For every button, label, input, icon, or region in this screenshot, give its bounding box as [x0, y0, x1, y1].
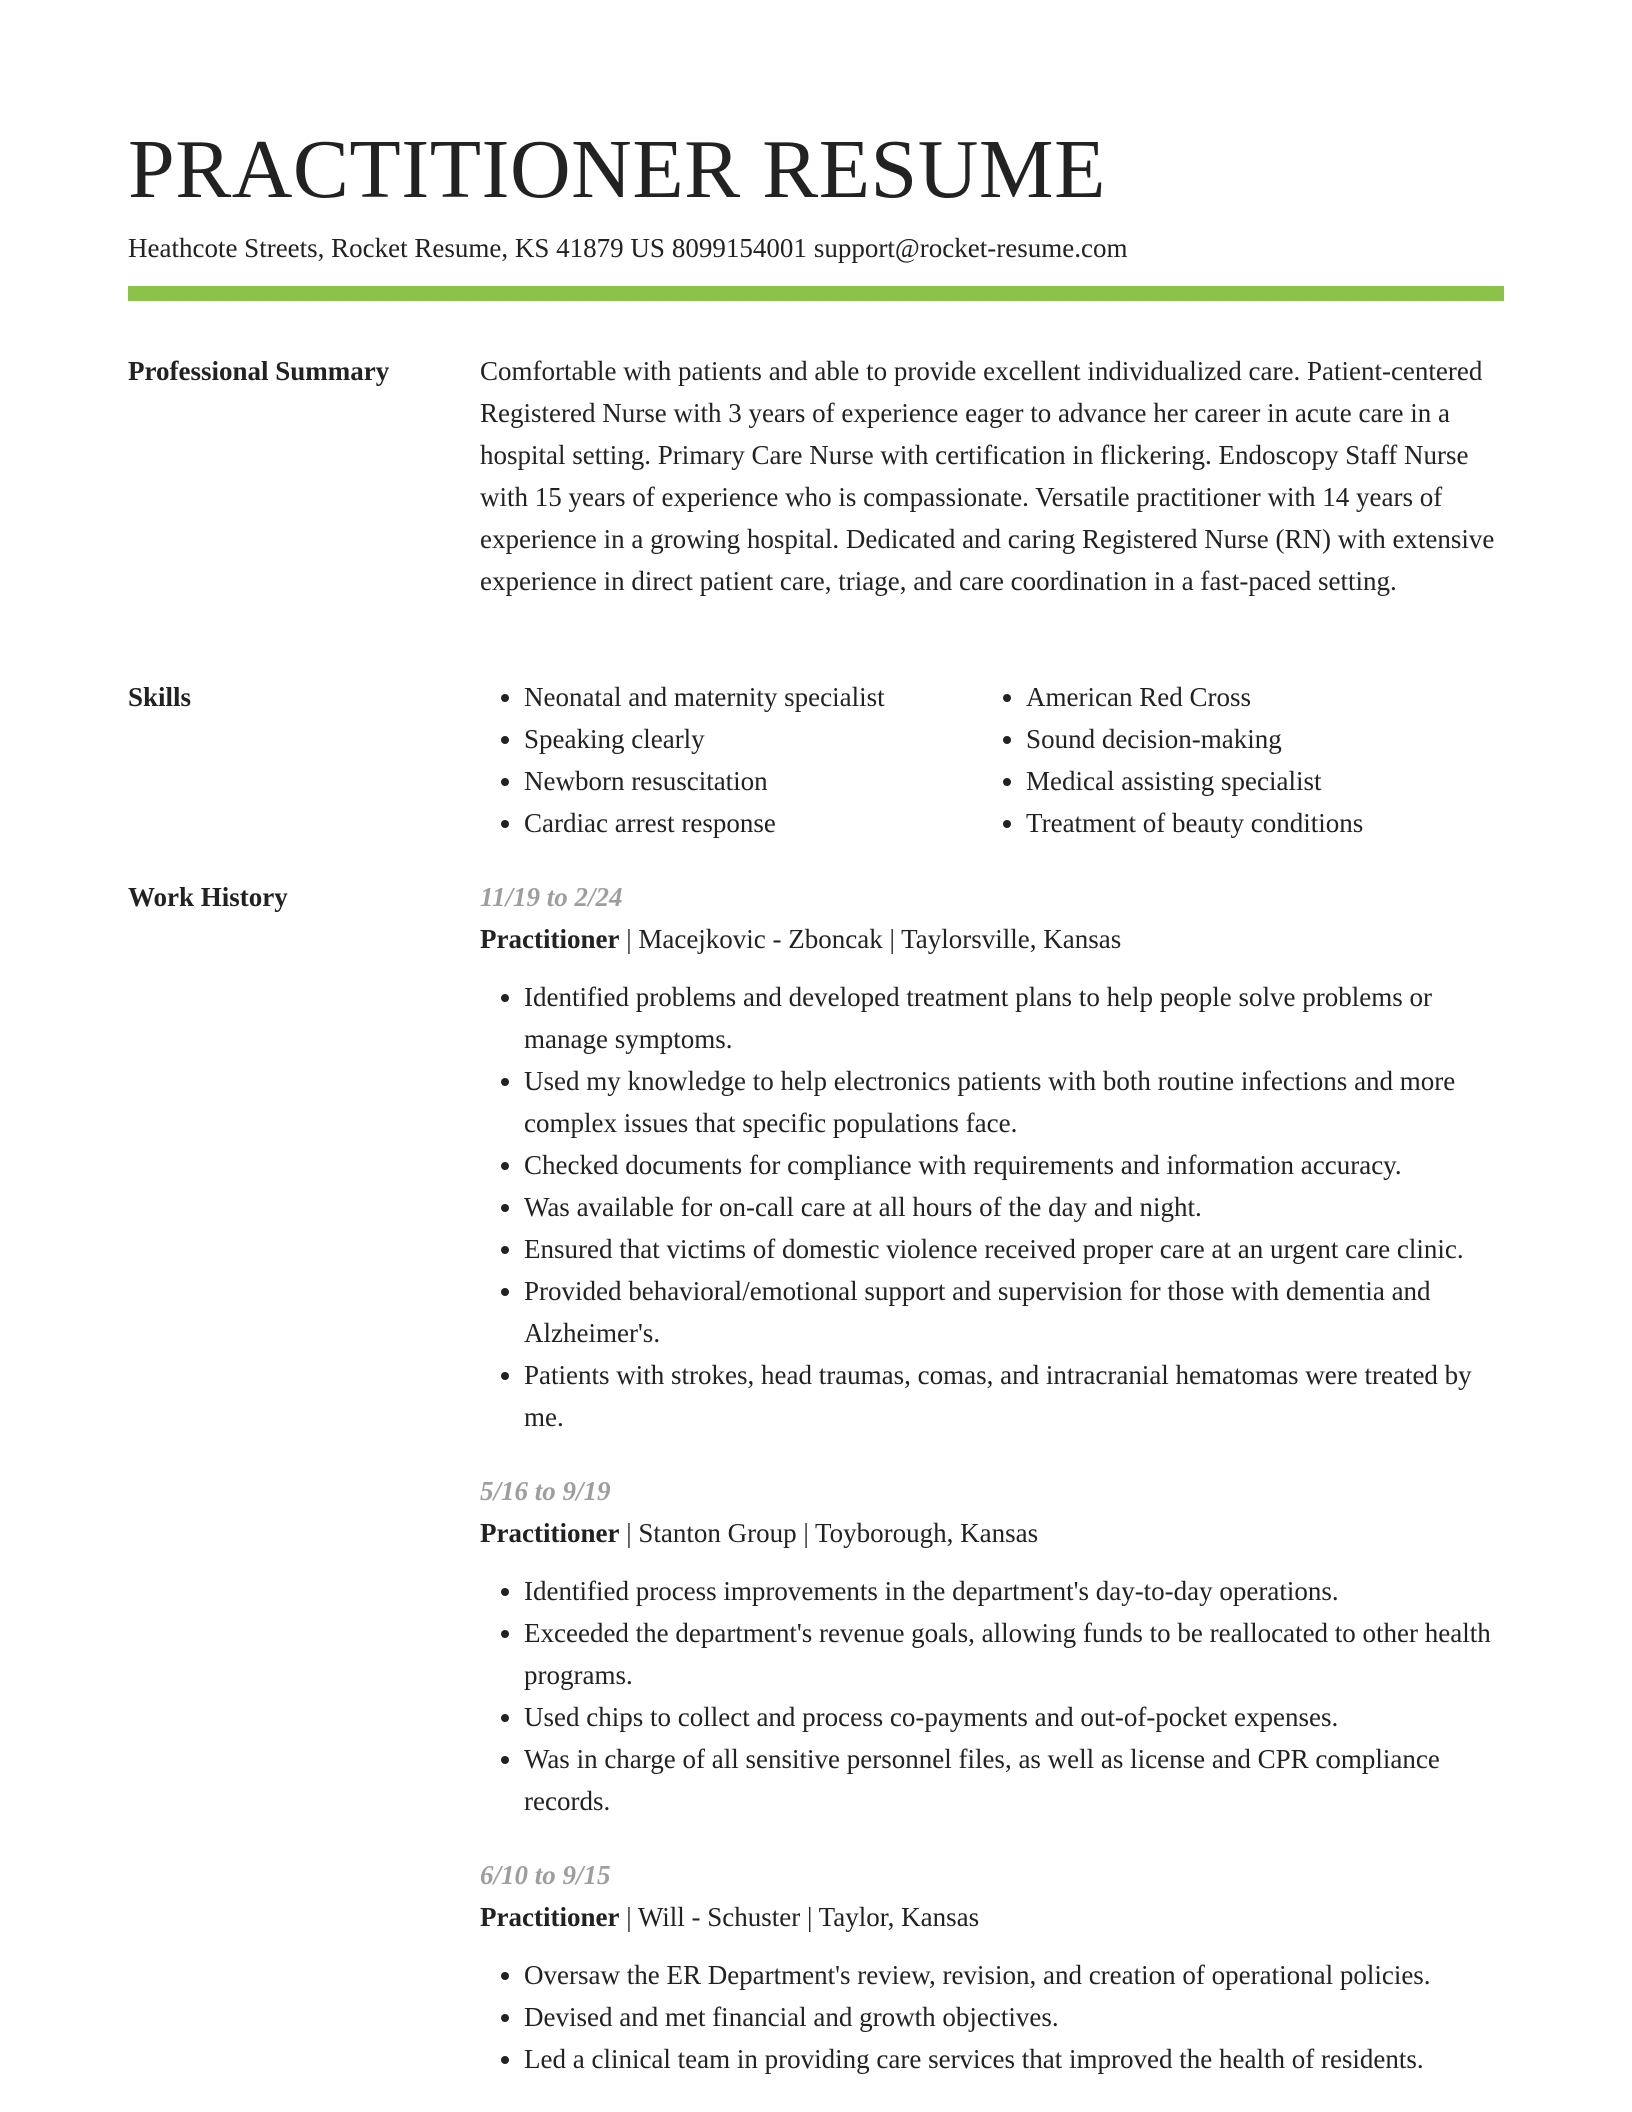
header-divider: [128, 286, 1504, 301]
job-bullet: • Identified problems and developed treatment plans to help people solve problems or manage symptoms.: [524, 976, 1504, 1060]
job-entry: [480, 1854, 1504, 2080]
summary-heading: Professional Summary: [128, 356, 390, 386]
job-line: [480, 918, 1504, 960]
job-bullet: • Used chips to collect and process co-payments and out-of-pocket expenses.: [524, 1696, 1504, 1738]
job-dates: 11/19 to 2/24: [480, 882, 623, 912]
job-bullet: • Checked documents for compliance with requirements and information accuracy.: [524, 1144, 1504, 1186]
job-line: [480, 1896, 1504, 1938]
skill-item: • Neonatal and maternity specialist: [524, 676, 982, 718]
skills-list-right: [982, 676, 1504, 844]
skill-item: • Newborn resuscitation: [524, 760, 982, 802]
job-bullet: • Exceeded the department's revenue goals, allowing funds to be reallocated to other health programs.: [524, 1612, 1504, 1696]
job-details: | Stanton Group | Toyborough, Kansas: [619, 1518, 1039, 1548]
job-bullet: • Oversaw the ER Department's review, revision, and creation of operational policies.: [524, 1954, 1504, 1996]
skill-item: • Sound decision-making: [1026, 718, 1504, 760]
job-title: Practitioner: [480, 1518, 620, 1548]
job-bullets: [480, 1570, 1504, 1822]
job-dates: 5/16 to 9/19: [480, 1476, 611, 1506]
skills-heading: Skills: [128, 682, 192, 712]
resume-title: PRACTITIONER RESUME: [128, 123, 1106, 216]
job-bullet: • Provided behavioral/emotional support and supervision for those with dementia and Alzheimer's.: [524, 1270, 1504, 1354]
job-bullet: • Was available for on-call care at all hours of the day and night.: [524, 1186, 1504, 1228]
job-bullets: [480, 976, 1504, 1438]
summary-body: [480, 350, 1504, 602]
job-dates: 6/10 to 9/15: [480, 1860, 611, 1890]
job-bullet: • Devised and met financial and growth objectives.: [524, 1996, 1504, 2038]
job-bullet: • Identified process improvements in the department's day-to-day operations.: [524, 1570, 1504, 1612]
work-heading: Work History: [128, 882, 288, 912]
summary-text: Comfortable with patients and able to provide excellent individualized care. Patient-centered Registered Nurse with 3 years of experience eager to advance her career in acute care in a hospital setting. Primary Care Nurse with certification in flickering. Endoscopy Staff Nurse with 15 years of experience who is compassionate. Versatile practitioner with 14 years of experience in a growing hospital. Dedicated and caring Registered Nurse (RN) with extensive experience in direct patient care, triage, and care coordination in a fast-paced setting.: [480, 356, 1495, 596]
job-bullets: [480, 1954, 1504, 2080]
job-line: [480, 1512, 1504, 1554]
skills-body: [480, 676, 1504, 844]
contact-email[interactable]: support@rocket-resume.com: [813, 233, 1128, 263]
skill-item: • Cardiac arrest response: [524, 802, 982, 844]
job-details: | Will - Schuster | Taylor, Kansas: [619, 1902, 980, 1932]
job-details: | Macejkovic - Zboncak | Taylorsville, Kansas: [619, 924, 1122, 954]
skill-item: • Medical assisting specialist: [1026, 760, 1504, 802]
job-entry: [480, 876, 1504, 1438]
job-bullet: • Ensured that victims of domestic violence received proper care at an urgent care clinic.: [524, 1228, 1504, 1270]
skill-item: • American Red Cross: [1026, 676, 1504, 718]
skills-list-left: [480, 676, 982, 844]
job-entry: [480, 1470, 1504, 1822]
job-bullet: • Led a clinical team in providing care services that improved the health of residents.: [524, 2038, 1504, 2080]
contact-phone: 8099154001: [671, 233, 807, 263]
work-body: [480, 876, 1504, 2080]
job-bullet: • Patients with strokes, head traumas, comas, and intracranial hematomas were treated by me.: [524, 1354, 1504, 1438]
job-title: Practitioner: [480, 924, 620, 954]
skill-item: • Speaking clearly: [524, 718, 982, 760]
contact-line: [128, 232, 1127, 264]
contact-address: Heathcote Streets, Rocket Resume, KS 41879 US: [128, 233, 665, 263]
job-bullet: • Was in charge of all sensitive personnel files, as well as license and CPR compliance records.: [524, 1738, 1504, 1822]
job-bullet: • Used my knowledge to help electronics patients with both routine infections and more complex issues that specific populations face.: [524, 1060, 1504, 1144]
job-title: Practitioner: [480, 1902, 620, 1932]
skill-item: • Treatment of beauty conditions: [1026, 802, 1504, 844]
